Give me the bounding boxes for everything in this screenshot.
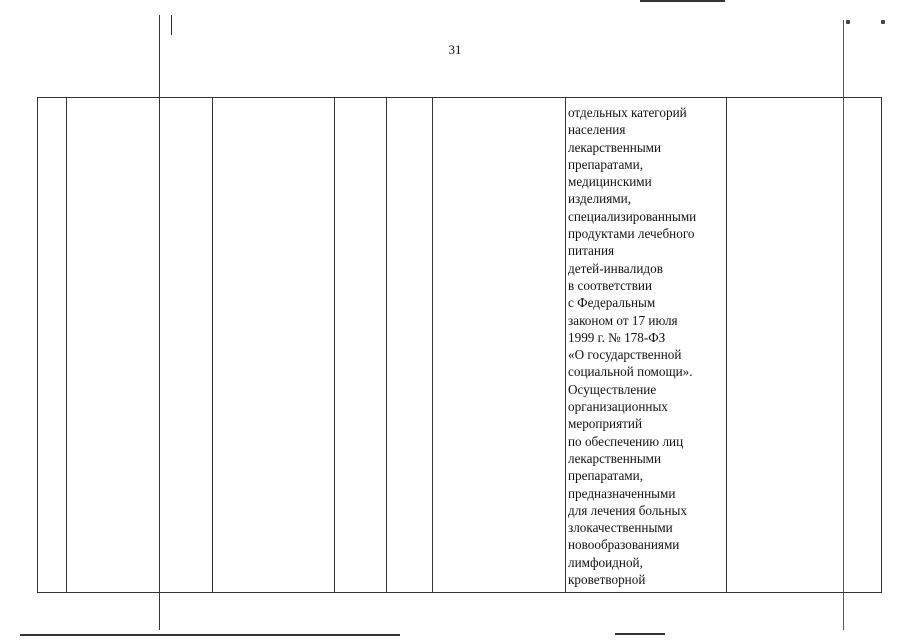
table-column-divider	[386, 97, 387, 593]
cell-line: предназначенными	[568, 485, 676, 501]
cell-line: «О государственной	[568, 347, 682, 363]
cell-line: кроветворной	[568, 572, 646, 588]
cell-line: питания	[568, 243, 615, 259]
page-number: 31	[448, 42, 462, 57]
table-column-divider	[565, 97, 566, 593]
table-column-divider	[726, 97, 727, 593]
cell-line: 1999 г. № 178-ФЗ	[568, 329, 666, 345]
scan-top-mark	[640, 0, 725, 2]
scan-bottom-line-right	[615, 633, 665, 635]
table-column-divider	[66, 97, 67, 593]
cell-line: изделиями,	[568, 191, 631, 207]
cell-line: с Федеральным	[568, 295, 656, 311]
cell-line: препаратами,	[568, 468, 643, 484]
cell-line: в соответствии	[568, 277, 653, 293]
table-column-divider	[212, 97, 213, 593]
cell-line: лекарственными	[568, 139, 662, 155]
cell-line: продуктами лечебного	[568, 226, 695, 242]
table-column-divider	[334, 97, 335, 593]
cell-line: Осуществление	[568, 381, 657, 397]
cell-line: социальной помощи».	[568, 364, 693, 380]
scan-bottom-line	[20, 634, 400, 636]
cell-line: лекарственными	[568, 450, 662, 466]
cell-line: населения	[568, 122, 626, 138]
cell-line: для лечения больных	[568, 502, 687, 518]
cell-line: медицинскими	[568, 174, 652, 190]
scan-mark-dot	[846, 20, 850, 24]
cell-line: злокачественными	[568, 520, 673, 536]
cell-line: детей-инвалидов	[568, 260, 663, 276]
scan-mark-dot	[881, 20, 885, 24]
cell-line: препаратами,	[568, 156, 643, 172]
cell-line: новообразованиями	[568, 537, 680, 553]
table-frame	[37, 97, 882, 593]
cell-line: организационных	[568, 399, 668, 415]
table-cell-description	[568, 104, 726, 588]
cell-line: лимфоидной,	[568, 554, 643, 570]
table-column-divider	[432, 97, 433, 593]
cell-line: отдельных категорий	[568, 105, 687, 120]
cell-line: по обеспечению лиц	[568, 433, 684, 449]
cell-line: специализированными	[568, 208, 697, 224]
scan-margin-line-left-2	[171, 15, 172, 35]
cell-line: законом от 17 июля	[568, 312, 678, 328]
cell-line: мероприятий	[568, 416, 643, 432]
